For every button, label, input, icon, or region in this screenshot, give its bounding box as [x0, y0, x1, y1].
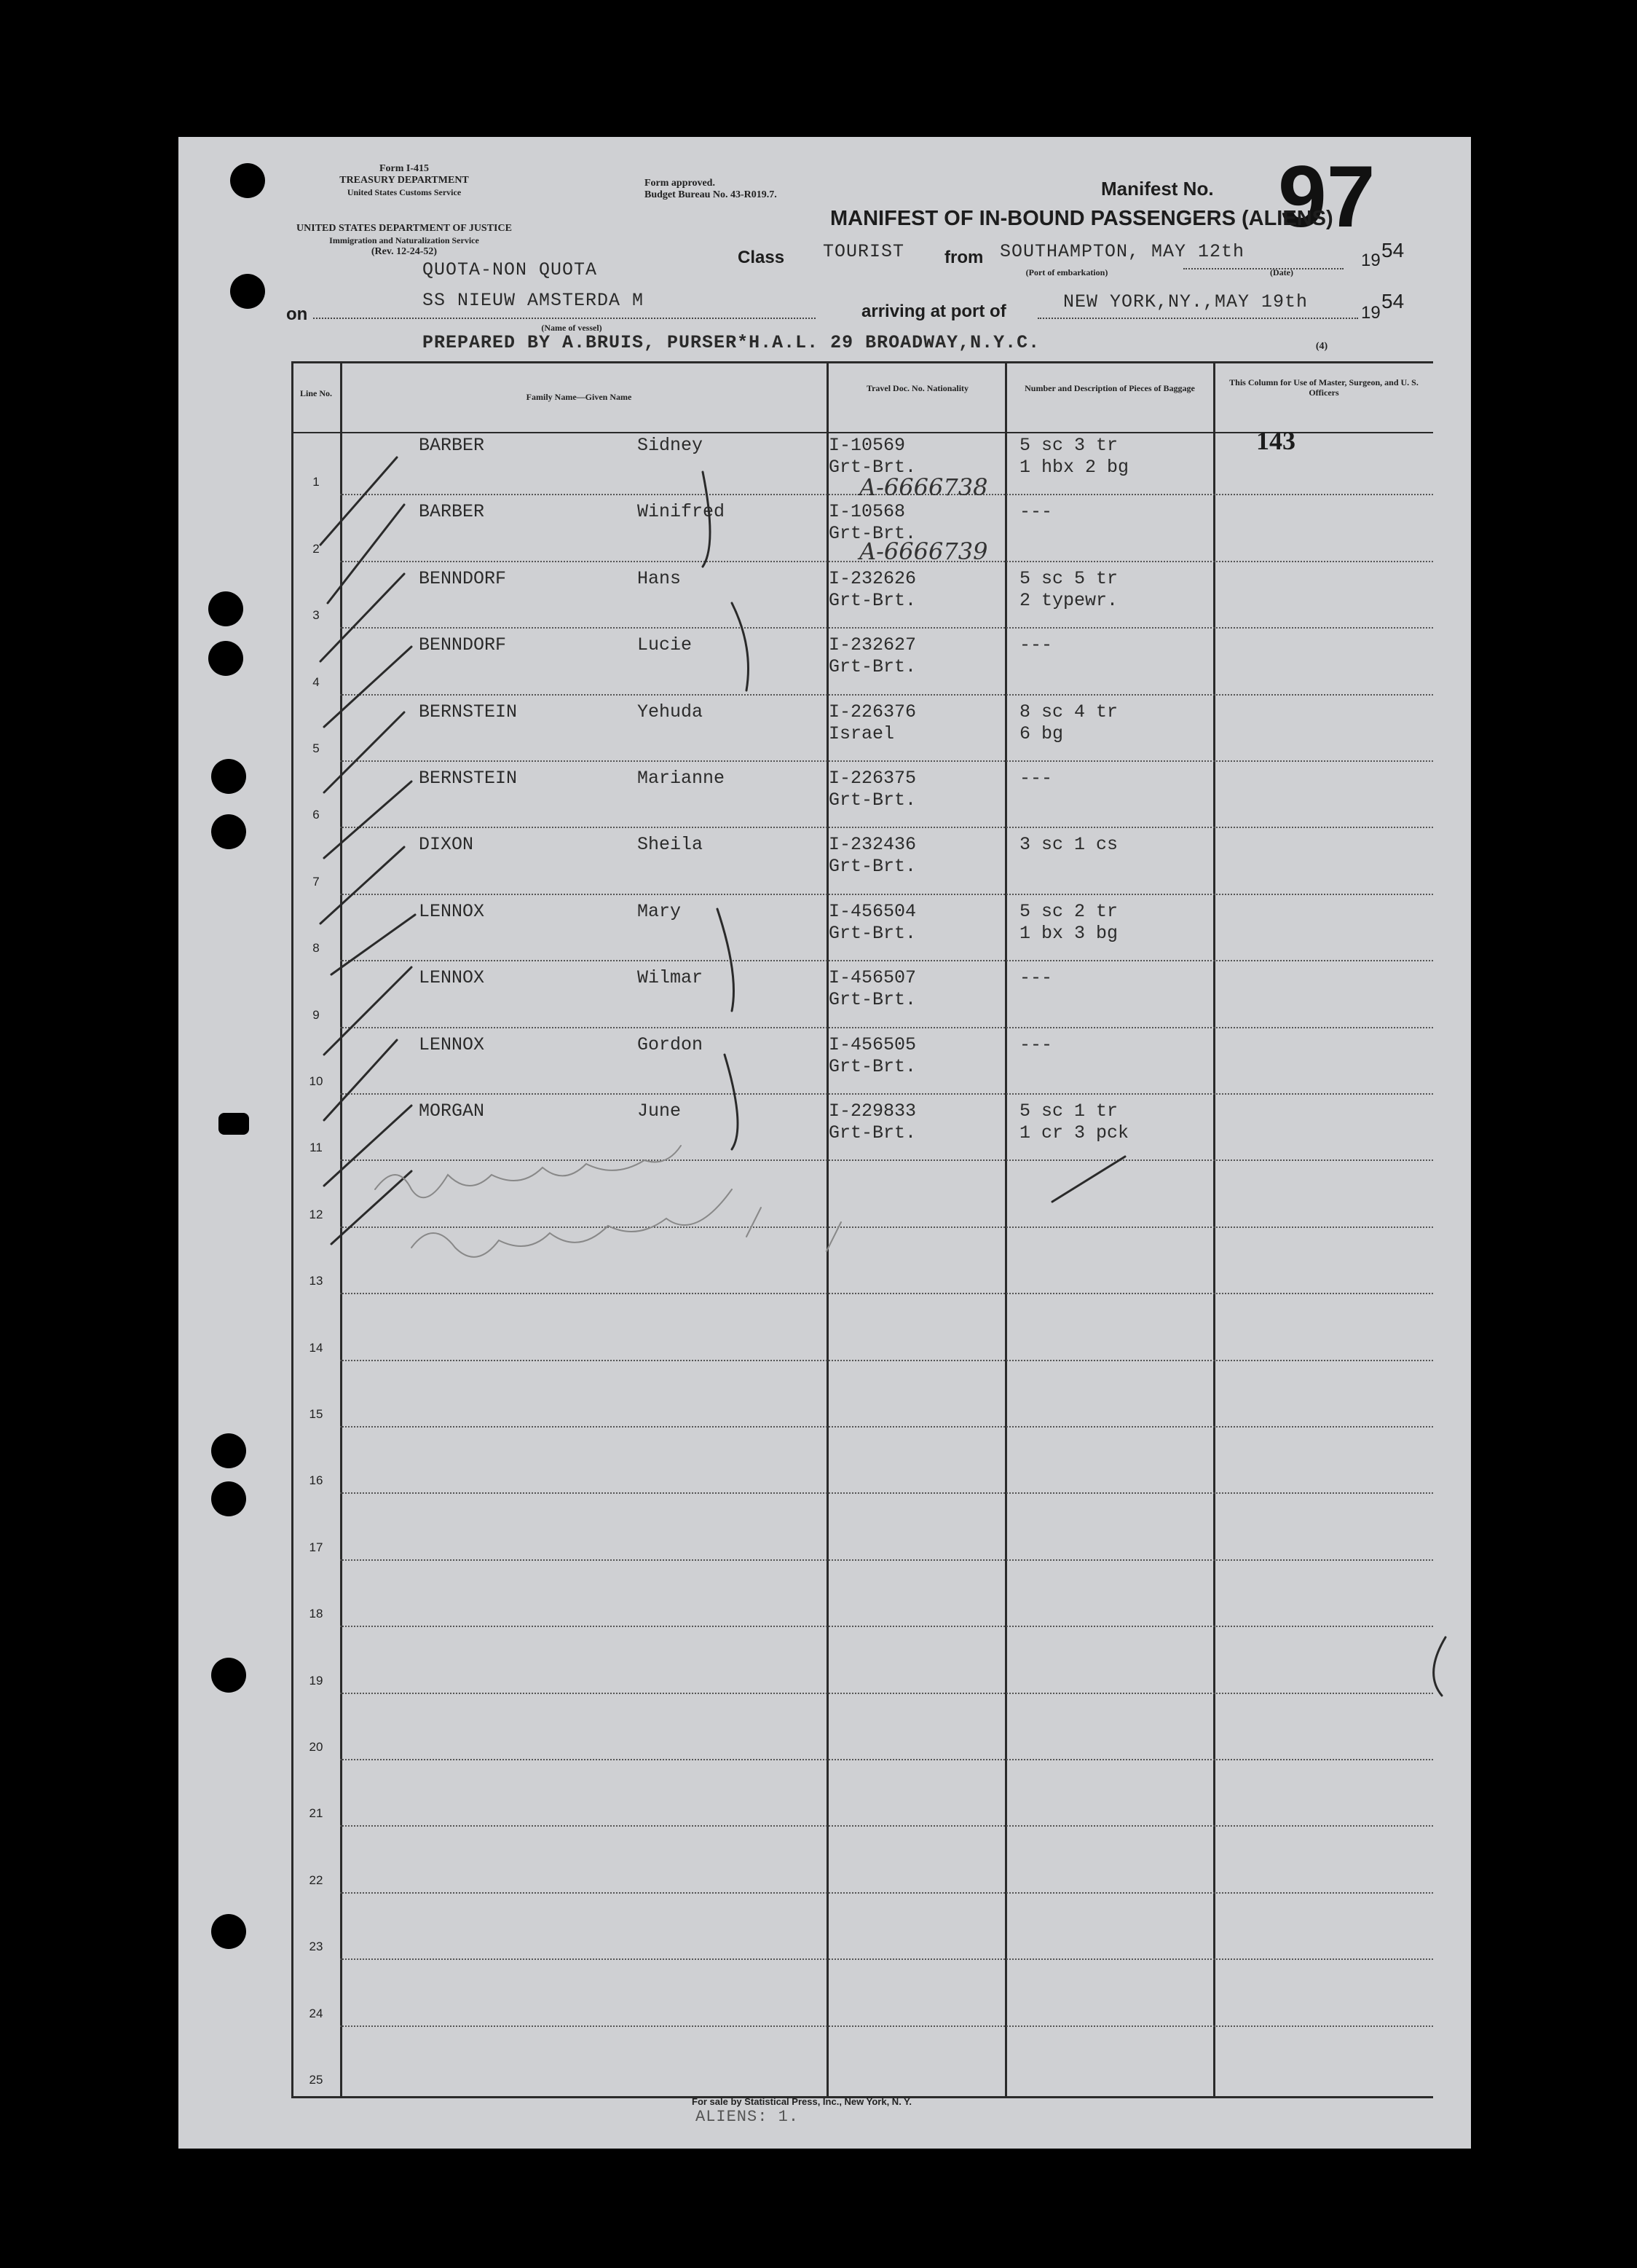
binder-hole	[211, 1914, 246, 1949]
baggage-line-2: 6 bg	[1019, 722, 1064, 744]
travel-doc-no: I-232627	[829, 634, 917, 656]
baggage-line-1: 5 sc 1 tr	[1019, 1100, 1119, 1122]
travel-doc-no: I-456505	[829, 1033, 917, 1055]
travel-doc-no: I-10568	[829, 501, 906, 523]
family-name: BENNDORF	[419, 567, 507, 589]
family-name: MORGAN	[419, 1100, 485, 1122]
col-travel-doc: Travel Doc. No. Nationality	[866, 383, 969, 393]
baggage-line-1: 8 sc 4 tr	[1019, 701, 1119, 722]
travel-doc-no: I-226375	[829, 768, 917, 789]
family-name: BARBER	[419, 435, 485, 456]
nationality: Grt-Brt.	[829, 523, 917, 545]
year2-suffix: 54	[1381, 290, 1405, 312]
footer-publisher: For sale by Statistical Press, Inc., New York, N. Y.	[692, 2096, 912, 2107]
class-label: Class	[738, 248, 785, 267]
justice-dept: UNITED STATES DEPARTMENT OF JUSTICE	[296, 223, 512, 234]
prepared-by: PREPARED BY A.BRUIS, PURSER*H.A.L. 29 BROADWAY,N.Y.C.	[422, 332, 1041, 353]
family-name: DIXON	[419, 834, 474, 856]
line-number: 12	[309, 1207, 323, 1221]
officer-note: 143	[1256, 426, 1295, 455]
binder-hole	[230, 163, 265, 198]
line-number: 6	[312, 808, 320, 822]
handwritten-alien-no-2: A-6666739	[859, 538, 988, 565]
baggage-line-1: 3 sc 1 cs	[1019, 834, 1119, 856]
baggage-line-1: ---	[1019, 967, 1053, 989]
form-number: Form I-415	[379, 163, 430, 174]
line-number: 15	[309, 1407, 323, 1421]
manifest-sheet	[178, 137, 1471, 2149]
arriving-label: arriving at port of	[861, 302, 1006, 321]
family-name: BENNDORF	[419, 634, 507, 656]
class-value: TOURIST	[823, 241, 905, 262]
family-name: BERNSTEIN	[419, 701, 518, 722]
handwritten-alien-no-1: A-6666738	[859, 473, 988, 501]
line-number: 7	[312, 874, 320, 889]
baggage-line-2: 2 typewr.	[1019, 589, 1119, 611]
family-name: LENNOX	[419, 967, 485, 989]
line-number: 3	[312, 608, 320, 623]
family-name: LENNOX	[419, 1033, 485, 1055]
on-label: on	[286, 304, 308, 324]
line-number: 20	[309, 1740, 323, 1754]
year1-suffix: 54	[1381, 239, 1405, 261]
given-name: Yehuda	[637, 701, 703, 722]
budget-bureau: Budget Bureau No. 43-R019.7.	[644, 189, 777, 200]
given-name: Winifred	[637, 501, 725, 523]
travel-doc-no: I-456507	[829, 967, 917, 989]
binder-hole	[208, 591, 243, 626]
line-number: 18	[309, 1607, 323, 1621]
baggage-line-1: ---	[1019, 768, 1053, 789]
line-number: 4	[312, 674, 320, 689]
form-approved: Form approved.	[644, 178, 715, 189]
col-name: Family Name—Given Name	[526, 392, 632, 402]
nationality: Grt-Brt.	[829, 1122, 917, 1143]
given-name: Hans	[637, 567, 682, 589]
given-name: June	[637, 1100, 682, 1122]
travel-doc-no: I-232626	[829, 567, 917, 589]
family-name: BERNSTEIN	[419, 768, 518, 789]
line-number: 2	[312, 541, 320, 556]
vessel-caption: (Name of vessel)	[541, 323, 602, 333]
binder-hole	[218, 1113, 249, 1135]
line-number: 9	[312, 1007, 320, 1022]
line-number: 19	[309, 1673, 323, 1688]
nationality: Grt-Brt.	[829, 922, 917, 944]
paren-four: (4)	[1315, 341, 1328, 352]
line-number: 5	[312, 741, 320, 755]
line-number: 22	[309, 1873, 323, 1887]
given-name: Marianne	[637, 768, 725, 789]
nationality: Grt-Brt.	[829, 589, 917, 611]
manifest-title: MANIFEST OF IN-BOUND PASSENGERS (ALIENS)	[830, 207, 1333, 230]
date-caption: (Date)	[1270, 267, 1293, 277]
given-name: Sidney	[637, 435, 703, 456]
binder-hole	[208, 641, 243, 676]
baggage-line-2: 1 hbx 2 bg	[1019, 457, 1129, 478]
line-number: 1	[312, 475, 320, 489]
binder-hole	[211, 1658, 246, 1693]
given-name: Mary	[637, 900, 682, 922]
line-number: 16	[309, 1473, 323, 1488]
year1-prefix: 19	[1361, 251, 1381, 270]
manifest-no-label: Manifest No.	[1101, 178, 1214, 200]
given-name: Gordon	[637, 1033, 703, 1055]
col-baggage: Number and Description of Pieces of Baggage	[1025, 383, 1195, 393]
line-number: 13	[309, 1274, 323, 1288]
col-line-no: Line No.	[299, 388, 332, 398]
binder-hole	[211, 1481, 246, 1516]
manifest-number: 97	[1278, 148, 1376, 245]
given-name: Wilmar	[637, 967, 703, 989]
baggage-line-1: 5 sc 3 tr	[1019, 435, 1119, 456]
baggage-line-2: 1 bx 3 bg	[1019, 922, 1119, 944]
from-label: from	[944, 248, 984, 267]
travel-doc-no: I-229833	[829, 1100, 917, 1122]
line-number: 17	[309, 1540, 323, 1554]
nationality: Grt-Brt.	[829, 1055, 917, 1077]
line-number: 8	[312, 941, 320, 956]
line-number: 24	[309, 2006, 323, 2020]
travel-doc-no: I-226376	[829, 701, 917, 722]
baggage-line-1: ---	[1019, 1033, 1053, 1055]
binder-hole	[211, 814, 246, 849]
treasury-dept: TREASURY DEPARTMENT	[339, 175, 469, 186]
travel-doc-no: I-10569	[829, 435, 906, 456]
revision-date: (Rev. 12-24-52)	[371, 246, 438, 257]
given-name: Sheila	[637, 834, 703, 856]
baggage-line-1: ---	[1019, 501, 1053, 523]
binder-hole	[211, 1433, 246, 1468]
baggage-line-1: ---	[1019, 634, 1053, 656]
given-name: Lucie	[637, 634, 693, 656]
nationality: Grt-Brt.	[829, 457, 917, 478]
baggage-line-2: 1 cr 3 pck	[1019, 1122, 1129, 1143]
col-officers: This Column for Use of Master, Surgeon, and U. S. Officers	[1229, 377, 1419, 398]
binder-hole	[211, 759, 246, 794]
nationality: Grt-Brt.	[829, 656, 917, 678]
travel-doc-no: I-232436	[829, 834, 917, 856]
vessel-name: SS NIEUW AMSTERDA M	[422, 290, 644, 311]
line-number: 10	[309, 1074, 323, 1088]
family-name: LENNOX	[419, 900, 485, 922]
ins-service: Immigration and Naturalization Service	[329, 235, 479, 245]
arriving-value: NEW YORK,NY.,MAY 19th	[1063, 291, 1309, 312]
line-number: 11	[309, 1141, 323, 1155]
year2-prefix: 19	[1361, 303, 1381, 323]
from-value: SOUTHAMPTON, MAY 12th	[1000, 241, 1245, 262]
binder-hole	[230, 274, 265, 309]
customs-service: United States Customs Service	[347, 187, 462, 197]
nationality: Grt-Brt.	[829, 989, 917, 1011]
family-name: BARBER	[419, 501, 485, 523]
baggage-line-1: 5 sc 5 tr	[1019, 567, 1119, 589]
port-caption: (Port of embarkation)	[1025, 267, 1108, 277]
line-number: 23	[309, 1940, 323, 1954]
nationality: Grt-Brt.	[829, 856, 917, 878]
pencil-marks	[178, 137, 1471, 2149]
baggage-line-1: 5 sc 2 tr	[1019, 900, 1119, 922]
line-number: 21	[309, 1806, 323, 1821]
line-number: 14	[309, 1340, 323, 1355]
quota-status: QUOTA-NON QUOTA	[422, 259, 598, 280]
nationality: Grt-Brt.	[829, 790, 917, 811]
line-number: 25	[309, 2073, 323, 2087]
travel-doc-no: I-456504	[829, 900, 917, 922]
nationality: Israel	[829, 722, 895, 744]
footer-stamp: ALIENS: 1.	[695, 2108, 800, 2126]
